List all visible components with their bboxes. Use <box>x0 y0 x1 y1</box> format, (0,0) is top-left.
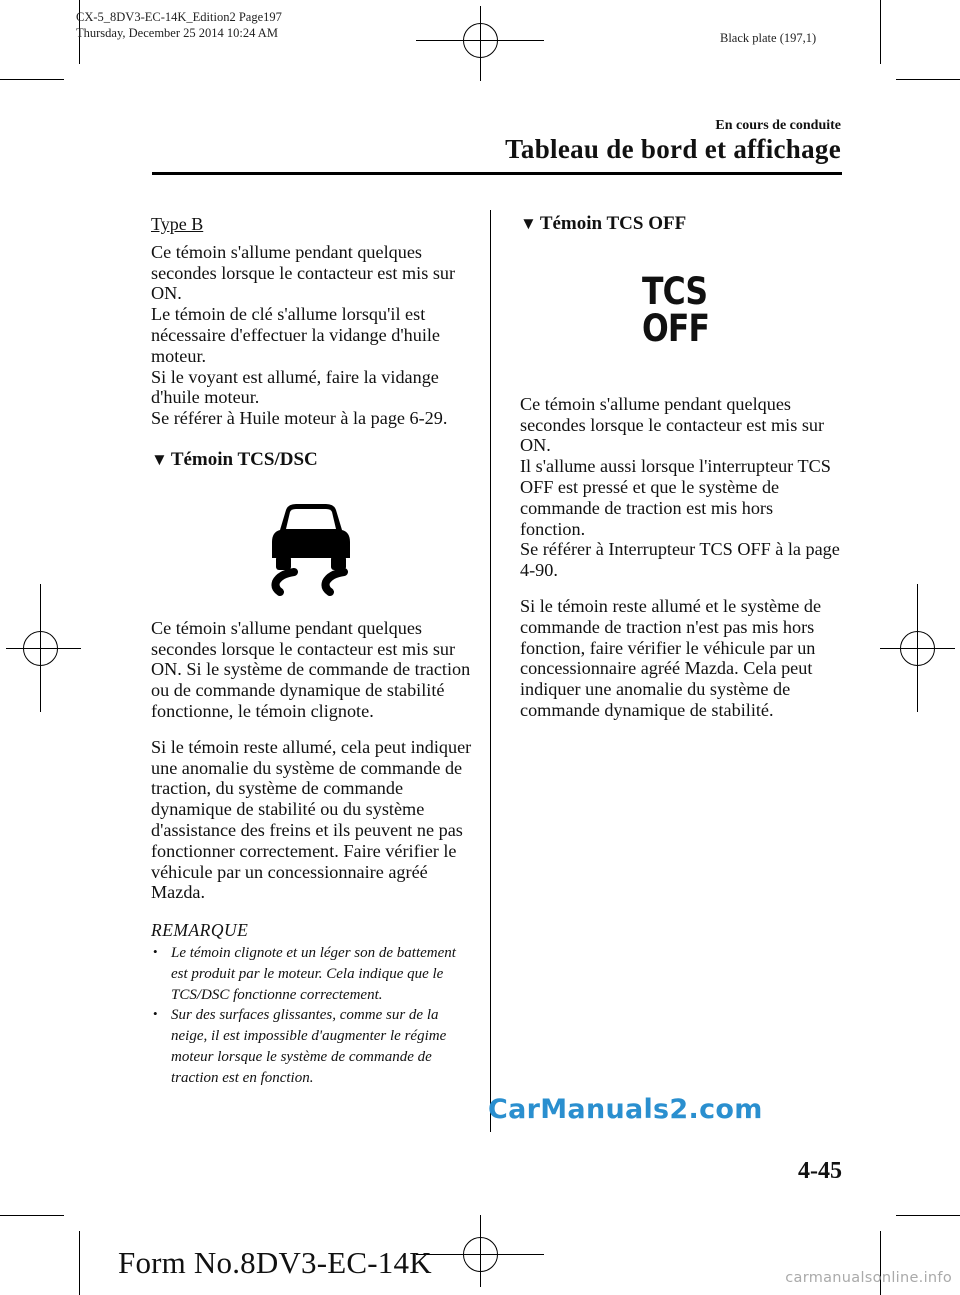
left-column <box>151 214 473 1089</box>
note-item: • Le témoin clignote et un léger son de battement est produit par le moteur. Cela indique que le TCS/DSC fonctionne correctement. <box>151 943 473 1005</box>
note-list <box>151 943 473 1089</box>
type-b-label: Type B <box>151 214 204 234</box>
form-number: Form No.8DV3-EC-14K <box>118 1245 432 1280</box>
carmanuals-watermark-text: CarManuals2.com <box>488 1094 763 1125</box>
tcs-dsc-heading-text: Témoin TCS/DSC <box>170 448 318 470</box>
triangle-icon: ▼ <box>520 214 537 233</box>
print-header-file: CX-5_8DV3-EC-14K_Edition2 Page197 <box>76 10 282 24</box>
note-item: • Sur des surfaces glissantes, comme sur de la neige, il est impossible d'augmenter le régime moteur lorsque le système de commande de traction est en fonction. <box>151 1005 473 1088</box>
type-b-paragraph: Se référer à Huile moteur à la page 6-29. <box>151 408 448 429</box>
type-b-paragraph: Ce témoin s'allume pendant quelques secondes lorsque le contacteur est mis sur ON. <box>151 241 456 304</box>
tcs-off-paragraph-2: Si le témoin reste allumé et le système de commande de traction n'est pas mis hors fonction, faire vérifier le véhicule par un concessionnaire agréé Mazda. Cela peut indiquer une anomalie du système de commande dynamique de stabilité. <box>520 595 822 720</box>
column-divider <box>490 210 491 1132</box>
section-label: En cours de conduite <box>715 118 841 133</box>
tcs-dsc-paragraph-2: Si le témoin reste allumé, cela peut indiquer une anomalie du système de commande de traction, du système de commande dynamique de stabilité ou du système d'assistance des freins et ils peuvent ne pas fonctionner correctement. Faire vérifier le véhicule par un concessionnaire agréé Mazda. <box>151 736 472 903</box>
section-title: Tableau de bord et affichage <box>505 134 841 164</box>
right-column <box>520 214 842 721</box>
carmanuals-watermark <box>488 1094 763 1125</box>
tcs-off-paragraph-1: Ce témoin s'allume pendant quelques secondes lorsque le contacteur est mis sur ON. <box>520 393 825 456</box>
tcs-off-heading <box>520 214 842 235</box>
header-rule <box>152 172 842 175</box>
plate-label: Black plate (197,1) <box>720 31 817 45</box>
type-b-paragraph: Le témoin de clé s'allume lorsqu'il est nécessaire d'effectuer la vidange d'huile moteur. <box>151 304 440 366</box>
type-b-paragraph: Si le voyant est allumé, faire la vidange d'huile moteur. <box>151 366 439 408</box>
tcs-off-icon-line1: TCS <box>642 269 708 313</box>
print-header <box>76 9 282 41</box>
tcs-off-heading-text: Témoin TCS OFF <box>539 213 687 234</box>
triangle-icon: ▼ <box>151 449 168 469</box>
print-header-date: Thursday, December 25 2014 10:24 AM <box>76 26 278 40</box>
note-title: REMARQUE <box>151 920 249 941</box>
site-watermark: carmanualsonline.info <box>785 1270 952 1286</box>
tcs-dsc-paragraph-1: Ce témoin s'allume pendant quelques secondes lorsque le contacteur est mis sur ON. Si le système de commande de traction ou de commande dynamique de stabilité fonctionne, le témoin clignote. <box>151 617 471 721</box>
tcs-off-paragraph-1: Se référer à Interrupteur TCS OFF à la page 4-90. <box>520 539 840 581</box>
page-number: 4-45 <box>798 1158 842 1184</box>
tcs-off-paragraph-1: Il s'allume aussi lorsque l'interrupteur TCS OFF est pressé et que le système de commande de traction est mis hors fonction. <box>520 456 831 539</box>
tcs-dsc-skidding-car-icon <box>268 500 354 596</box>
tcs-dsc-heading <box>151 450 473 471</box>
note-block <box>151 920 473 1088</box>
tcs-off-icon-line2: OFF <box>642 306 710 350</box>
tcs-off-icon <box>642 269 710 350</box>
